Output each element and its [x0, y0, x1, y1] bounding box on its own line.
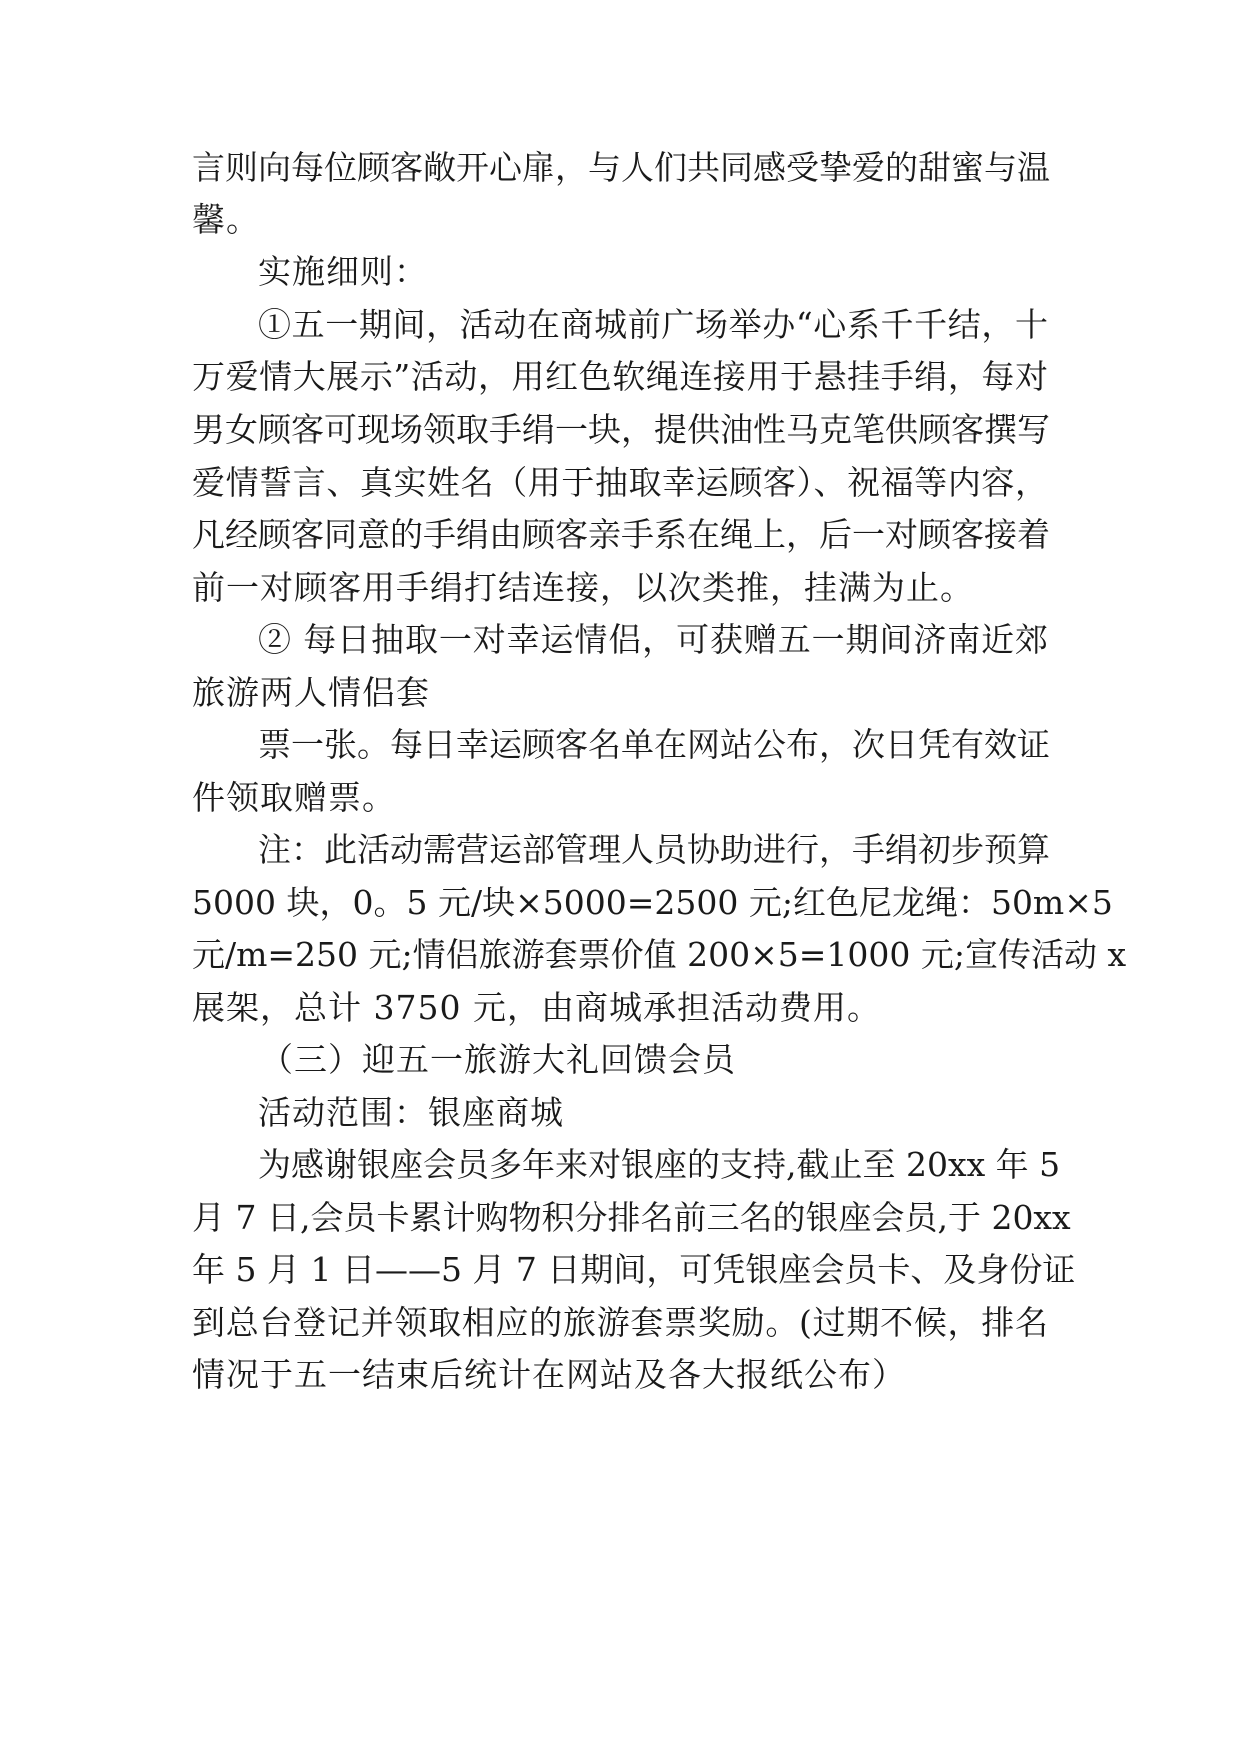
- paragraph-line: 爱情誓言、真实姓名（用于抽取幸运顾客）、祝福等内容，: [192, 463, 1048, 502]
- paragraph-line: 展架，总计 3750 元，由商城承担活动费用。: [192, 988, 881, 1027]
- paragraph-line: 万爱情大展示”活动，用红色软绳连接用于悬挂手绢，每对: [192, 357, 1048, 396]
- paragraph-line: 5000 块，0。5 元/块×5000=2500 元;红色尼龙绳：50m×5: [192, 883, 1113, 922]
- paragraph-line: ①五一期间，活动在商城前广场举办“心系千千结，十: [258, 305, 1048, 344]
- paragraph-line: 男女顾客可现场领取手绢一块，提供油性马克笔供顾客撰写: [192, 410, 1050, 449]
- paragraph-line: 旅游两人情侣套: [192, 673, 430, 712]
- section-heading: 实施细则：: [258, 252, 428, 291]
- paragraph-line: 票一张。每日幸运顾客名单在网站公布，次日凭有效证: [258, 725, 1050, 764]
- paragraph-line: 情况于五一结束后统计在网站及各大报纸公布）: [192, 1355, 906, 1394]
- paragraph-line: 注：此活动需营运部管理人员协助进行，手绢初步预算: [258, 830, 1050, 869]
- paragraph-line: 活动范围：银座商城: [258, 1093, 564, 1132]
- paragraph-line: ② 每日抽取一对幸运情侣，可获赠五一期间济南近郊: [258, 620, 1048, 659]
- paragraph-line: 件领取赠票。: [192, 778, 396, 817]
- paragraph-line: 年 5 月 1 日——5 月 7 日期间，可凭银座会员卡、及身份证: [192, 1250, 1076, 1289]
- paragraph-line: 言则向每位顾客敞开心扉，与人们共同感受挚爱的甜蜜与温: [192, 148, 1050, 187]
- section-heading: （三）迎五一旅游大礼回馈会员: [260, 1040, 736, 1079]
- paragraph-line: 凡经顾客同意的手绢由顾客亲手系在绳上，后一对顾客接着: [192, 515, 1050, 554]
- paragraph-line: 到总台登记并领取相应的旅游套票奖励。(过期不候，排名: [192, 1303, 1048, 1342]
- paragraph-line: 前一对顾客用手绢打结连接，以次类推，挂满为止。: [192, 568, 974, 607]
- paragraph-line: 馨。: [192, 200, 260, 239]
- paragraph-line: 元/m=250 元;情侣旅游套票价值 200×5=1000 元;宣传活动 x: [192, 935, 1127, 974]
- paragraph-line: 为感谢银座会员多年来对银座的支持,截止至 20xx 年 5: [258, 1145, 1061, 1184]
- paragraph-line: 月 7 日,会员卡累计购物积分排名前三名的银座会员,于 20xx: [192, 1198, 1071, 1237]
